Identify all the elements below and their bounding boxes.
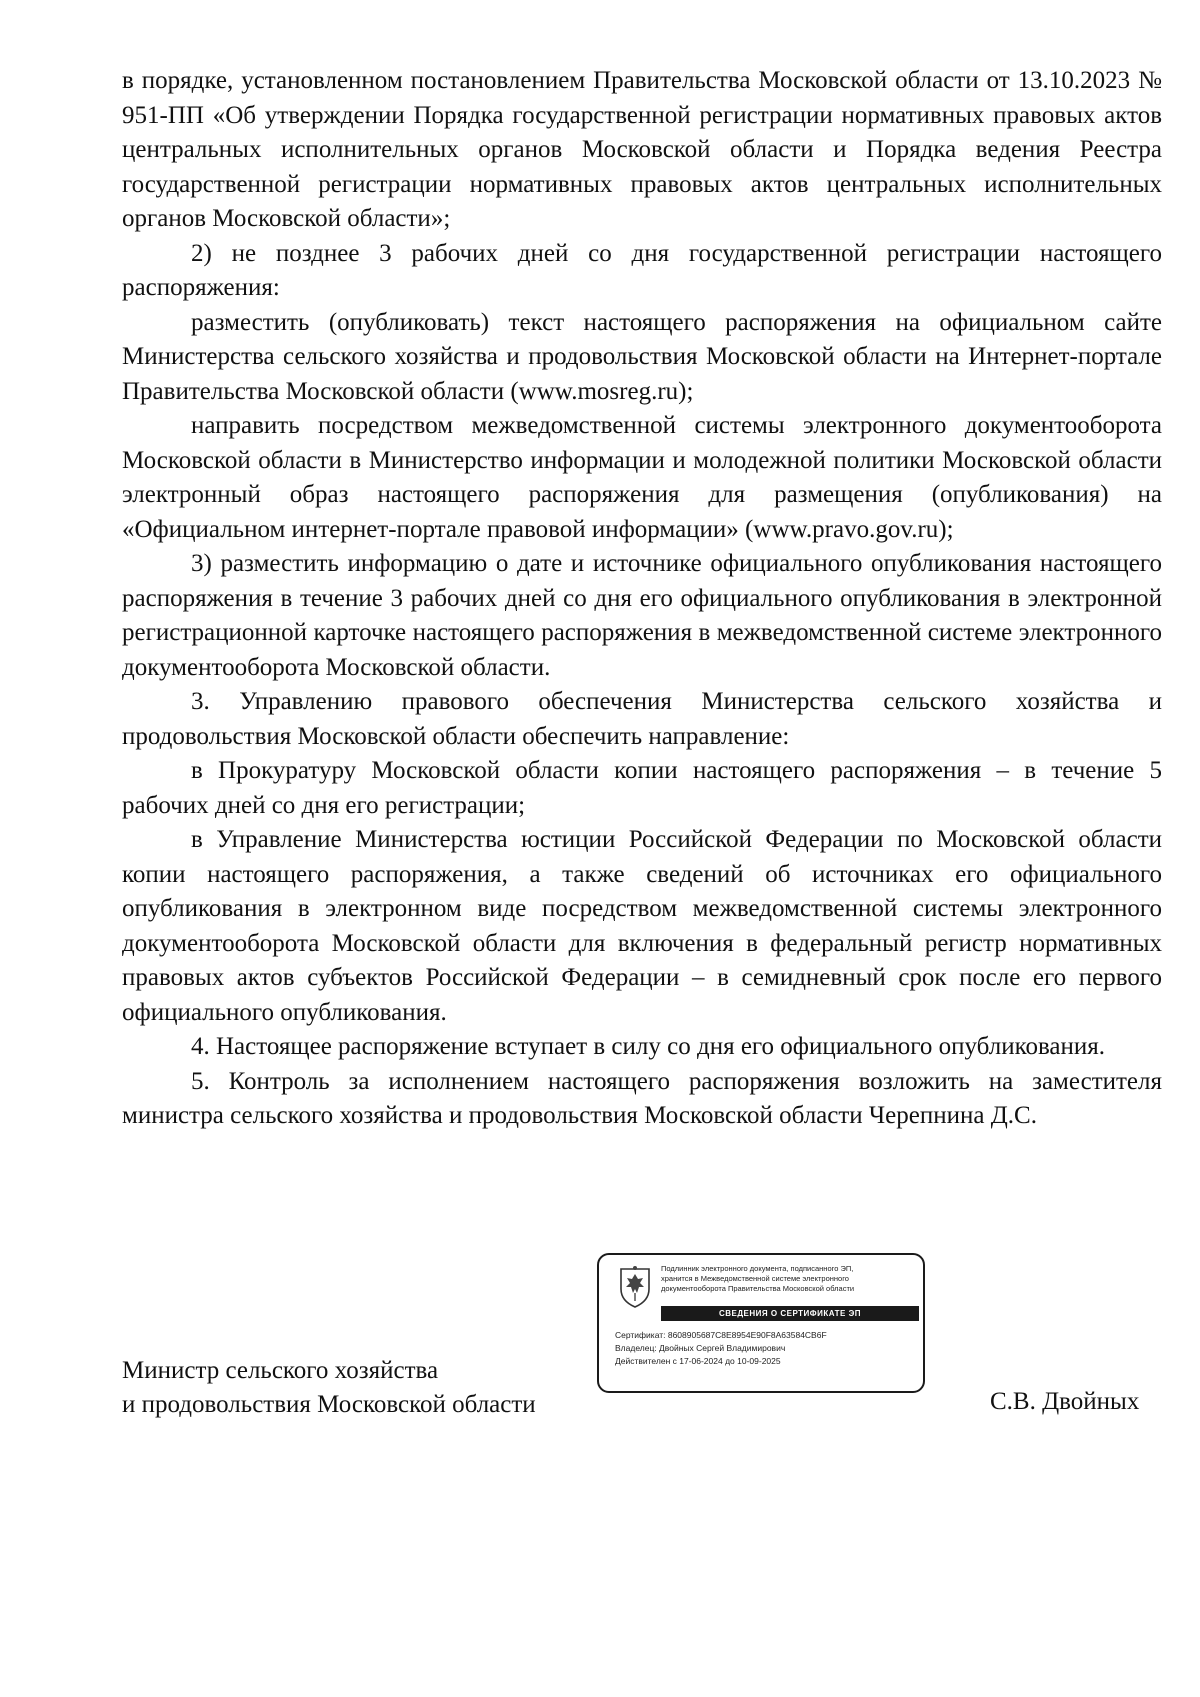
paragraph-publish-site: разместить (опубликовать) текст настоящего распоряжения на официальном сайте Министерства сельского хозяйства и продовольствия Московской области на Интернет-портале Правительства Московской области (www.mosreg.ru); bbox=[122, 308, 1162, 405]
signatory-position-line2: и продовольствия Московской области bbox=[122, 1391, 536, 1418]
coat-of-arms-icon bbox=[615, 1265, 655, 1309]
paragraph-section-4: 4. Настоящее распоряжение вступает в силу со дня его официального опубликования. bbox=[191, 1033, 1106, 1060]
paragraph-section-3: 3. Управлению правового обеспечения Министерства сельского хозяйства и продовольствия Московской области обеспечить направление: bbox=[122, 688, 1162, 750]
paragraph-continuation: в порядке, установленном постановлением Правительства Московской области от 13.10.2023 № 951-ПП «Об утверждении Порядка государственной регистрации нормативных правовых актов центральных исполнительных органов Московской области и Порядка ведения Реестра государственной регистрации нормативных правовых актов центральных исполнительных органов Московской области»; bbox=[122, 67, 1162, 232]
stamp-notice bbox=[661, 1264, 919, 1294]
signatory-position-line1: Министр сельского хозяйства bbox=[122, 1357, 439, 1384]
stamp-owner: Владелец: Двойных Сергей Владимирович bbox=[615, 1343, 786, 1353]
paragraph-justice-ministry: в Управление Министерства юстиции Российской Федерации по Московской области копии настоящего распоряжения, а также сведений об источниках его официального опубликования в электронном виде посредством межведомственной системы электронного документооборота Московской области для включения в федеральный регистр нормативных правовых актов субъектов Российской Федерации – в семидневный срок после его первого официального опубликования. bbox=[122, 826, 1162, 1026]
stamp-validity: Действителен с 17-06-2024 до 10-09-2025 bbox=[615, 1356, 781, 1366]
electronic-signature-stamp bbox=[597, 1253, 925, 1393]
stamp-notice-line3: документооборота Правительства Московской области bbox=[661, 1284, 855, 1293]
stamp-details bbox=[615, 1329, 919, 1368]
document-body bbox=[122, 64, 1162, 1134]
paragraph-item-2: 2) не позднее 3 рабочих дней со дня государственной регистрации настоящего распоряжения: bbox=[122, 239, 1162, 301]
paragraph-prosecutor: в Прокуратуру Московской области копии настоящего распоряжения – в течение 5 рабочих дней со дня его регистрации; bbox=[122, 757, 1162, 819]
stamp-notice-line2: хранится в Межведомственной системе электронного bbox=[661, 1274, 849, 1283]
stamp-notice-line1: Подлинник электронного документа, подписанного ЭП, bbox=[661, 1264, 854, 1273]
paragraph-item-3: 3) разместить информацию о дате и источнике официального опубликования настоящего распоряжения в течение 3 рабочих дней со дня его официального опубликования в электронной регистрационной карточке настоящего распоряжения в межведомственной системе электронного документооборота Московской области. bbox=[122, 550, 1162, 681]
stamp-certificate: Сертификат: 8608905687C8E8954E90F8A63584CB6F bbox=[615, 1330, 827, 1340]
paragraph-send-portal: направить посредством межведомственной системы электронного документооборота Московской области в Министерство информации и молодежной политики Московской области электронный образ настоящего распоряжения для размещения (опубликования) на «Официальном интернет-портале правовой информации» (www.pravo.gov.ru); bbox=[122, 412, 1162, 543]
signatory-position bbox=[122, 1354, 536, 1422]
paragraph-section-5: 5. Контроль за исполнением настоящего распоряжения возложить на заместителя министра сельского хозяйства и продовольствия Московской области Черепнина Д.С. bbox=[122, 1067, 1162, 1129]
signatory-name: С.В. Двойных bbox=[990, 1388, 1140, 1415]
stamp-banner: СВЕДЕНИЯ О СЕРТИФИКАТЕ ЭП bbox=[661, 1306, 919, 1321]
